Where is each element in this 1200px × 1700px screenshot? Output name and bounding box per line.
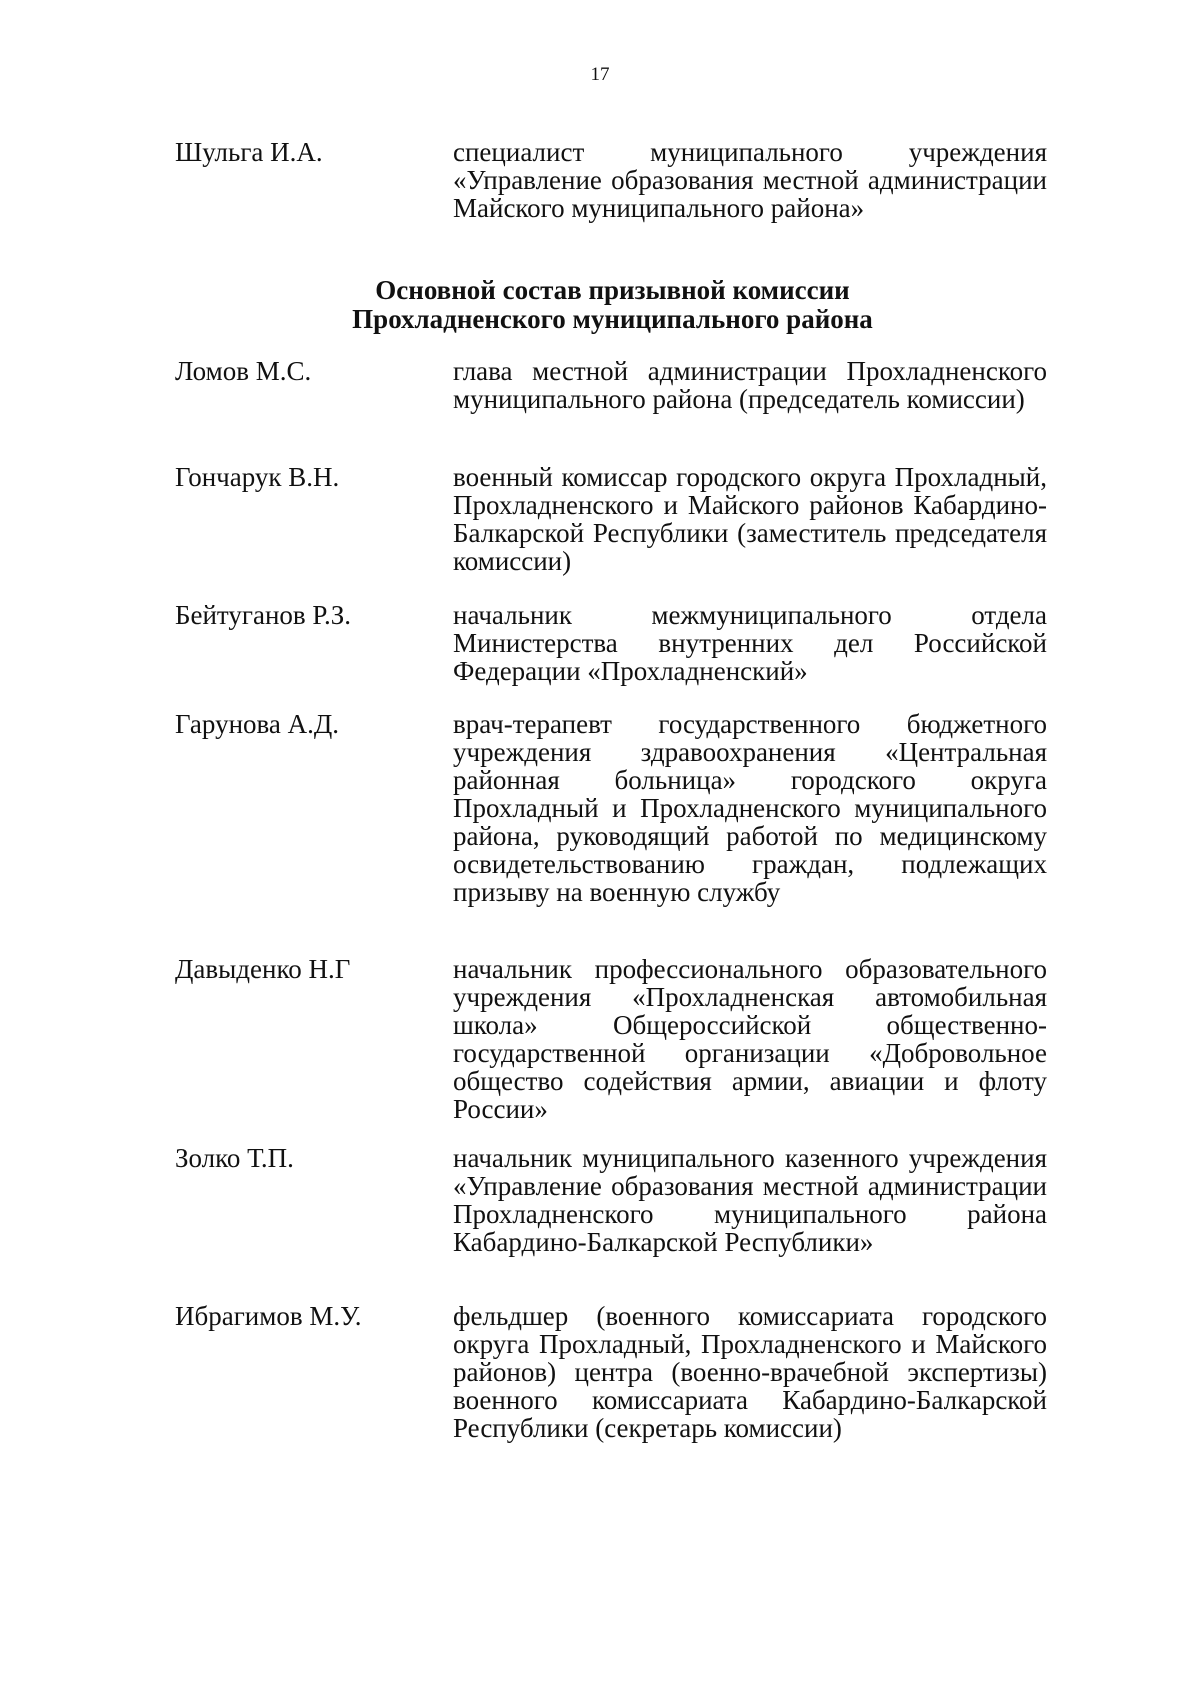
member-name: Шульга И.А. [175,137,323,167]
section-title [0,276,1200,334]
commission-member-entry [175,710,1047,906]
member-name: Гарунова А.Д. [175,709,340,739]
member-role: специалист муниципального учреждения «Управление образования местной администрации Майского муниципального района» [453,137,1047,223]
member-name: Ибрагимов М.У. [175,1301,362,1331]
member-role: военный комиссар городского округа Прохладный, Прохладненского и Майского районов Кабардино-Балкарской Республики (заместитель председателя комиссии) [453,462,1047,576]
member-name: Гончарук В.Н. [175,462,340,492]
commission-member-entry [175,1302,1047,1442]
member-role: фельдшер (военного комиссариата городского округа Прохладный, Прохладненского и Майского районов) центра (военно-врачебной экспертизы) военного комиссариата Кабардино-Балкарской Республики (секретарь комиссии) [453,1301,1047,1443]
member-name: Ломов М.С. [175,356,312,386]
member-name: Золко Т.П. [175,1143,294,1173]
section-title-line-2: Прохладненского муниципального района [352,304,873,334]
member-name: Давыденко Н.Г [175,954,351,984]
commission-member-entry [175,463,1047,575]
commission-member-entry [175,1144,1047,1256]
commission-member-entry [175,357,1047,413]
member-role: глава местной администрации Прохладненского муниципального района (председатель комиссии) [453,356,1047,414]
member-role: начальник межмуниципального отдела Министерства внутренних дел Российской Федерации «Прохладненский» [453,600,1047,686]
member-role: начальник профессионального образовательного учреждения «Прохладненская автомобильная школа» Общероссийской общественно-государственной организации «Добровольное общество содействия армии, авиации и флоту России» [453,954,1047,1124]
commission-member-entry [175,955,1047,1123]
section-title-line-1: Основной состав призывной комиссии [375,275,850,305]
member-name: Бейтуганов Р.З. [175,600,352,630]
page-number: 17 [590,64,610,85]
member-role: врач-терапевт государственного бюджетного учреждения здравоохранения «Центральная районная больница» городского округа Прохладный и Прохладненского муниципального района, руководящий работой по медицинскому освидетельствованию граждан, подлежащих призыву на военную службу [453,709,1047,907]
commission-member-entry [175,138,1047,222]
commission-member-entry [175,601,1047,685]
member-role: начальник муниципального казенного учреждения «Управление образования местной администрации Прохладненского муниципального района Кабардино-Балкарской Республики» [453,1143,1047,1257]
